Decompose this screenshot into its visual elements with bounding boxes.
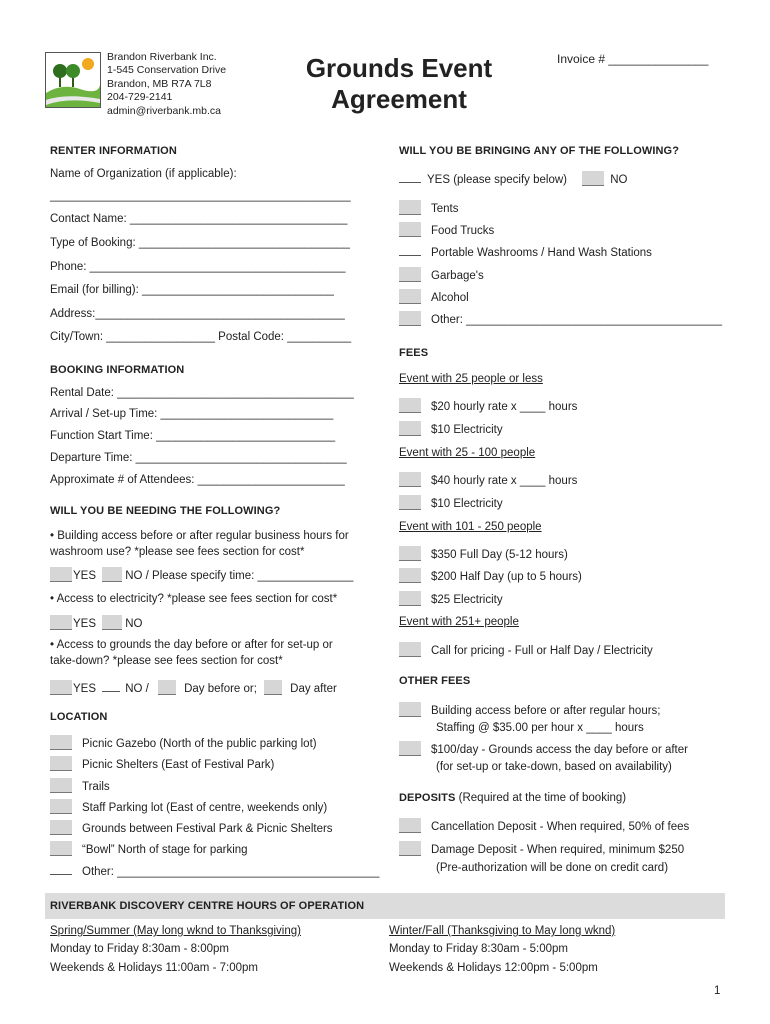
fee-checkbox[interactable] bbox=[399, 642, 421, 657]
electricity-answers bbox=[50, 615, 142, 630]
fee-label: Call for pricing - Full or Half Day / Electricity bbox=[431, 645, 653, 657]
phone-field[interactable]: Phone: ________________________________________ bbox=[50, 261, 346, 273]
fee-row bbox=[399, 472, 577, 487]
bringing-label: Portable Washrooms / Hand Wash Stations bbox=[431, 247, 652, 260]
grounds-day-label-l2: (for set-up or take-down, based on availability) bbox=[436, 760, 672, 773]
booking-heading: BOOKING INFORMATION bbox=[50, 364, 185, 376]
city-postal-field[interactable]: City/Town: _________________ Postal Code: __________ bbox=[50, 331, 352, 343]
hours-heading: RIVERBANK DISCOVERY CENTRE HOURS OF OPERATION bbox=[50, 900, 365, 912]
location-checkbox[interactable] bbox=[50, 799, 72, 814]
grounds-access-yes-checkbox[interactable] bbox=[50, 680, 72, 695]
bringing-yes-checkbox[interactable] bbox=[399, 181, 421, 183]
bringing-checkbox[interactable] bbox=[399, 200, 421, 215]
company-phone: 204-729-2141 bbox=[107, 91, 173, 104]
title-line-2: Agreement bbox=[331, 84, 467, 114]
fee-label: $20 hourly rate x ____ hours bbox=[431, 401, 578, 413]
fee-row bbox=[399, 591, 503, 606]
org-label: Name of Organization (if applicable): bbox=[50, 168, 237, 180]
spring-summer-heading: Spring/Summer (May long wknd to Thanksgiving) bbox=[50, 925, 301, 937]
fee-label: $25 Electricity bbox=[431, 594, 503, 606]
bringing-checkbox[interactable] bbox=[399, 254, 421, 256]
yes-label: YES bbox=[73, 570, 97, 582]
grounds-day-label-l1: $100/day - Grounds access the day before or after bbox=[431, 744, 688, 756]
grounds-access-answers bbox=[50, 680, 337, 695]
bringing-list bbox=[399, 198, 722, 331]
fee-checkbox[interactable] bbox=[399, 546, 421, 561]
fee-row bbox=[399, 495, 503, 510]
location-checkbox[interactable] bbox=[50, 820, 72, 835]
fee-label: $10 Electricity bbox=[431, 424, 503, 436]
fee-checkbox[interactable] bbox=[399, 398, 421, 413]
location-item bbox=[50, 777, 379, 798]
staffing-label-l2: Staffing @ $35.00 per hour x ____ hours bbox=[436, 721, 644, 734]
staffing-checkbox[interactable] bbox=[399, 702, 421, 717]
location-heading: LOCATION bbox=[50, 711, 108, 723]
location-label: Trails bbox=[82, 780, 110, 793]
yes-label: YES bbox=[73, 683, 97, 695]
grounds-access-no-checkbox[interactable] bbox=[102, 690, 120, 692]
company-address-block bbox=[107, 51, 226, 118]
fee-label: $350 Full Day (5-12 hours) bbox=[431, 549, 568, 561]
bringing-no-checkbox[interactable] bbox=[582, 171, 604, 186]
bringing-label: Food Trucks bbox=[431, 225, 495, 238]
bringing-label: Tents bbox=[431, 203, 459, 215]
bringing-no-label: NO bbox=[610, 174, 628, 186]
location-label: Picnic Shelters (East of Festival Park) bbox=[82, 759, 275, 772]
arrival-time-field[interactable]: Arrival / Set-up Time: ___________________________ bbox=[50, 408, 334, 420]
electricity-no-checkbox[interactable] bbox=[102, 615, 122, 630]
damage-deposit-checkbox[interactable] bbox=[399, 841, 421, 856]
location-item bbox=[50, 840, 379, 861]
damage-deposit-note: (Pre-authorization will be done on credit card) bbox=[436, 862, 669, 874]
cancellation-deposit-checkbox[interactable] bbox=[399, 818, 421, 833]
contact-name-field[interactable]: Contact Name: __________________________________ bbox=[50, 213, 348, 225]
fees-heading: FEES bbox=[399, 347, 429, 359]
location-label: “Bowl” North of stage for parking bbox=[82, 844, 248, 857]
fee-checkbox[interactable] bbox=[399, 421, 421, 436]
building-access-question-l2: washroom use? *please see fees section for cost* bbox=[50, 546, 305, 558]
company-email: admin@riverbank.mb.ca bbox=[107, 104, 221, 117]
company-logo bbox=[45, 52, 101, 108]
fee-checkbox[interactable] bbox=[399, 472, 421, 487]
location-item bbox=[50, 862, 379, 883]
fee-label: $10 Electricity bbox=[431, 498, 503, 510]
bringing-label[interactable]: Other: ________________________________________ bbox=[431, 314, 722, 327]
no-specify-label: NO / Please specify time: _______________ bbox=[125, 570, 354, 582]
org-field[interactable]: _______________________________________________ bbox=[50, 190, 351, 202]
grounds-access-question-l2: take-down? *please see fees section for cost* bbox=[50, 655, 283, 667]
fee-row bbox=[399, 398, 577, 413]
deposits-note: (Required at the time of booking) bbox=[458, 792, 627, 804]
location-label: Staff Parking lot (East of centre, weekends only) bbox=[82, 801, 328, 814]
fee-group-251-plus: Event with 251+ people bbox=[399, 616, 519, 628]
building-access-yes-checkbox[interactable] bbox=[50, 567, 72, 582]
fee-group-25-or-less: Event with 25 people or less bbox=[399, 373, 543, 385]
bringing-label: Garbage's bbox=[431, 269, 484, 282]
location-checkbox[interactable] bbox=[50, 841, 72, 856]
other-fee-grounds bbox=[399, 741, 688, 775]
fee-checkbox[interactable] bbox=[399, 568, 421, 583]
fee-checkbox[interactable] bbox=[399, 495, 421, 510]
electricity-yes-checkbox[interactable] bbox=[50, 615, 72, 630]
deposit-row bbox=[399, 841, 684, 877]
bringing-item bbox=[399, 220, 722, 242]
bringing-yes-label: YES (please specify below) bbox=[427, 174, 567, 186]
deposit-row bbox=[399, 818, 689, 833]
fee-group-25-100: Event with 25 - 100 people bbox=[399, 447, 536, 459]
day-before-checkbox[interactable] bbox=[158, 680, 176, 695]
grounds-access-question-l1: • Access to grounds the day before or after for set-up or bbox=[50, 639, 333, 651]
address-field[interactable]: Address:_______________________________________ bbox=[50, 308, 345, 320]
location-label: Picnic Gazebo (North of the public parking lot) bbox=[82, 738, 317, 750]
bringing-checkbox[interactable] bbox=[399, 222, 421, 237]
location-item bbox=[50, 755, 379, 776]
electricity-question: • Access to electricity? *please see fees section for cost* bbox=[50, 593, 338, 605]
no-label: NO / bbox=[125, 683, 149, 695]
document-title bbox=[284, 53, 514, 115]
staffing-label-l1: Building access before or after regular hours; bbox=[431, 705, 661, 717]
location-checkbox[interactable] bbox=[50, 873, 72, 875]
deposits-heading: DEPOSITS bbox=[399, 792, 456, 804]
fee-label: $40 hourly rate x ____ hours bbox=[431, 475, 578, 487]
building-access-question-l1: • Building access before or after regular business hours for bbox=[50, 530, 349, 542]
damage-deposit-label: Damage Deposit - When required, minimum $250 bbox=[431, 844, 685, 856]
location-item bbox=[50, 819, 379, 840]
departure-time-field[interactable]: Departure Time: _________________________________ bbox=[50, 452, 347, 464]
rental-date-field[interactable]: Rental Date: _____________________________________ bbox=[50, 387, 354, 399]
location-checkbox[interactable] bbox=[50, 735, 72, 750]
fee-row bbox=[399, 642, 653, 657]
bringing-heading: WILL YOU BE BRINGING ANY OF THE FOLLOWING? bbox=[399, 145, 680, 157]
fee-row bbox=[399, 421, 503, 436]
fee-checkbox[interactable] bbox=[399, 591, 421, 606]
bringing-answers bbox=[399, 171, 627, 186]
bringing-item bbox=[399, 242, 722, 264]
fee-row bbox=[399, 568, 582, 583]
deposits-heading-row bbox=[399, 792, 626, 804]
bringing-item bbox=[399, 198, 722, 220]
other-fees-heading: OTHER FEES bbox=[399, 675, 471, 687]
winter-fall-weekdays: Monday to Friday 8:30am - 5:00pm bbox=[389, 943, 568, 955]
bringing-label: Alcohol bbox=[431, 291, 469, 304]
spring-summer-weekends: Weekends & Holidays 11:00am - 7:00pm bbox=[50, 962, 258, 974]
day-after-checkbox[interactable] bbox=[264, 680, 282, 695]
bringing-checkbox[interactable] bbox=[399, 289, 421, 304]
bringing-item bbox=[399, 287, 722, 309]
bringing-checkbox[interactable] bbox=[399, 267, 421, 282]
bringing-checkbox[interactable] bbox=[399, 311, 421, 326]
winter-fall-weekends: Weekends & Holidays 12:00pm - 5:00pm bbox=[389, 962, 598, 974]
fee-row bbox=[399, 546, 568, 561]
title-line-1: Grounds Event bbox=[305, 53, 493, 83]
booking-type-field[interactable]: Type of Booking: _________________________________ bbox=[50, 237, 350, 249]
start-time-field[interactable]: Function Start Time: ____________________________ bbox=[50, 430, 336, 442]
location-label: Grounds between Festival Park & Picnic Shelters bbox=[82, 823, 333, 836]
winter-fall-heading: Winter/Fall (Thanksgiving to May long wknd) bbox=[389, 925, 616, 937]
spring-summer-weekdays: Monday to Friday 8:30am - 8:00pm bbox=[50, 943, 229, 955]
email-field[interactable]: Email (for billing): ______________________________ bbox=[50, 284, 334, 296]
cancellation-deposit-label: Cancellation Deposit - When required, 50% of fees bbox=[431, 821, 690, 833]
location-item bbox=[50, 798, 379, 819]
fee-label: $200 Half Day (up to 5 hours) bbox=[431, 571, 582, 583]
attendees-field[interactable]: Approximate # of Attendees: _______________________ bbox=[50, 474, 345, 486]
bringing-item bbox=[399, 265, 722, 287]
yes-label: YES bbox=[73, 618, 97, 630]
company-name: Brandon Riverbank Inc. bbox=[107, 51, 217, 63]
needing-heading: WILL YOU BE NEEDING THE FOLLOWING? bbox=[50, 505, 281, 517]
grounds-day-checkbox[interactable] bbox=[399, 741, 421, 756]
location-checkbox[interactable] bbox=[50, 756, 72, 771]
no-label: NO bbox=[125, 618, 143, 630]
page-number: 1 bbox=[714, 985, 721, 997]
day-after-label: Day after bbox=[290, 683, 337, 695]
building-access-answers bbox=[50, 567, 353, 582]
day-before-label: Day before or; bbox=[184, 683, 257, 695]
bringing-item bbox=[399, 309, 722, 331]
fee-group-101-250: Event with 101 - 250 people bbox=[399, 521, 542, 533]
location-list bbox=[50, 734, 379, 883]
renter-heading: RENTER INFORMATION bbox=[50, 145, 177, 157]
other-fee-staffing bbox=[399, 702, 660, 736]
building-access-no-checkbox[interactable] bbox=[102, 567, 122, 582]
location-item bbox=[50, 734, 379, 755]
company-address-line2: Brandon, MB R7A 7L8 bbox=[107, 77, 212, 90]
location-checkbox[interactable] bbox=[50, 778, 72, 793]
invoice-number-field[interactable]: Invoice # _______________ bbox=[557, 52, 709, 66]
company-address-line1: 1-545 Conservation Drive bbox=[107, 64, 227, 77]
location-label[interactable]: Other: _________________________________________ bbox=[82, 865, 380, 878]
